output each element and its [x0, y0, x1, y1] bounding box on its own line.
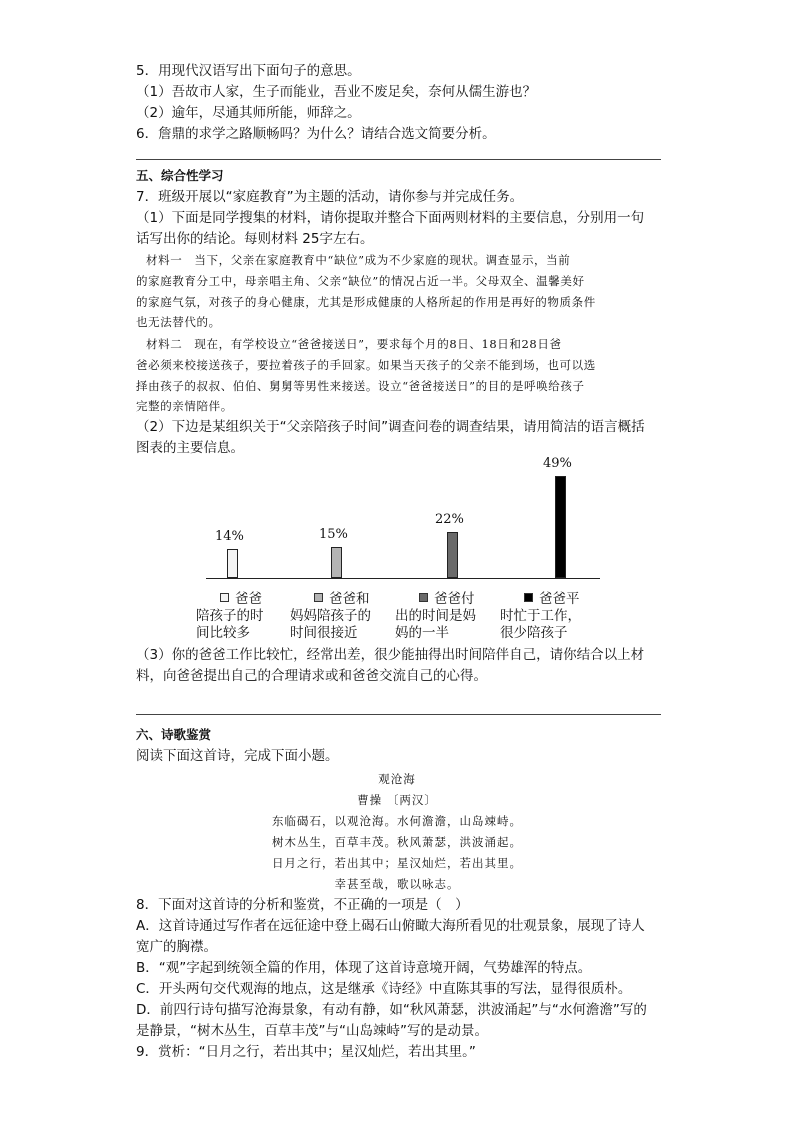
poem-line: 日月之行，若出其中；星汉灿烂，若出其里。 — [272, 856, 522, 870]
material1-line: 也无法替代的。 — [136, 315, 221, 329]
material1-line: 的家庭气氛，对孩子的身心健康，尤其是形成健康的人格所起的作用是再好的物质条件 — [136, 295, 596, 309]
chart-category-label: 爸爸平 时忙于工作， 很少陪孩子 — [500, 591, 581, 641]
q6-question: 6．詹鼎的求学之路顺畅吗？为什么？请结合选文简要分析。 — [136, 126, 496, 142]
material2-line: 完整的亲情陪伴。 — [136, 399, 233, 413]
chart-baseline — [206, 578, 600, 579]
task3-line-1: （3）你的爸爸工作比较忙，经常出差，很少能抽得出时间陪伴自己，请你结合以上材 — [136, 647, 645, 663]
q5-title: 5．用现代汉语写出下面句子的意思。 — [136, 63, 361, 79]
material2-line: 择由孩子的叔叔、伯伯、舅舅等男性来接送。设立“爸爸接送日”的目的是呼唤给孩子 — [136, 379, 585, 393]
option-c: C．开头两句交代观海的地点，这是继承《诗经》中直陈其事的写法，显得很质朴。 — [136, 981, 632, 997]
poem-line: 幸甚至哉，歌以咏志。 — [334, 877, 460, 891]
task3-line-2: 料，向爸爸提出自己的合理请求或和爸爸交流自己的心得。 — [136, 668, 487, 684]
chart-bar — [227, 549, 238, 578]
option-b: B．“观”字起到统领全篇的作用，体现了这首诗意境开阔，气势雄浑的特点。 — [136, 960, 592, 976]
section-divider — [136, 714, 661, 715]
q5-sentence-1: （1）吾故市人家，生子而能业，吾业不废足矣，奈何从儒生游也？ — [136, 84, 537, 100]
poem-author: 曹操 〔两汉〕 — [357, 793, 437, 807]
material2-line: 爸必须来校接送孩子，要拉着孩子的手回家。如果当天孩子的父亲不能到场，也可以选 — [136, 358, 596, 372]
legend-swatch — [524, 593, 533, 602]
chart-category-label: 爸爸 陪孩子的时 间比较多 — [196, 591, 264, 641]
material1-line: 材料一 当下，父亲在家庭教育中“缺位”成为不少家庭的现状。调查显示，当前 — [146, 253, 571, 267]
chart-category-label: 爸爸和 妈妈陪孩子的 时间很接近 — [290, 591, 371, 641]
poem-line: 东临碣石，以观沧海。水何澹澹，山岛竦峙。 — [272, 814, 522, 828]
task2-line-2: 图表的主要信息。 — [136, 440, 244, 456]
section6-heading: 六、诗歌鉴赏 — [136, 727, 212, 742]
chart-bar — [447, 532, 458, 578]
section-divider — [136, 159, 661, 160]
chart-data-label: 14% — [215, 529, 244, 544]
task1-line-1: （1）下面是同学搜集的材料，请你提取并整合下面两则材料的主要信息，分别用一句 — [136, 210, 645, 226]
option-a-line-1: A．这首诗通过写作者在远征途中登上碣石山俯瞰大海所看见的壮观景象，展现了诗人 — [136, 918, 645, 934]
chart-bar — [555, 476, 566, 578]
legend-swatch — [220, 593, 229, 602]
chart-data-label: 49% — [543, 456, 572, 471]
task1-line-2: 话写出你的结论。每则材料 25字左右。 — [136, 231, 374, 247]
section5-heading: 五、综合性学习 — [136, 168, 224, 183]
section6-intro: 阅读下面这首诗，完成下面小题。 — [136, 748, 339, 764]
chart-category-label: 爸爸付 出的时间是妈 妈的一半 — [395, 591, 476, 641]
poem-title: 观沧海 — [378, 772, 416, 786]
q9-question: 9．赏析：“日月之行，若出其中；星汉灿烂，若出其里。” — [136, 1044, 476, 1060]
material2-line: 材料二 现在，有学校设立“爸爸接送日”，要求每个月的8日、18日和28日爸 — [146, 337, 562, 351]
chart-data-label: 22% — [435, 512, 464, 527]
option-a-line-2: 宽广的胸襟。 — [136, 939, 217, 955]
legend-swatch — [419, 593, 428, 602]
legend-swatch — [314, 593, 323, 602]
poem-line: 树木丛生，百草丰茂。秋风萧瑟，洪波涌起。 — [272, 835, 522, 849]
material1-line: 的家庭教育分工中，母亲唱主角、父亲“缺位”的情况占近一半。父母双全、温馨美好 — [136, 274, 585, 288]
q5-sentence-2: （2）逾年，尽通其师所能，师辞之。 — [136, 105, 361, 121]
task2-line-1: （2）下边是某组织关于“父亲陪孩子时间”调查问卷的调查结果，请用简洁的语言概括 — [136, 419, 645, 435]
option-d-line-2: 是静景，“树木丛生，百草丰茂”与“山岛竦峙”写的是动景。 — [136, 1023, 488, 1039]
q8-question: 8．下面对这首诗的分析和鉴赏，不正确的一项是（ ） — [136, 897, 469, 913]
chart-bar — [331, 547, 342, 578]
chart-data-label: 15% — [319, 527, 348, 542]
q7-question: 7．班级开展以“家庭教育”为主题的活动，请你参与并完成任务。 — [136, 189, 524, 205]
option-d-line-1: D．前四行诗句描写沧海景象，有动有静，如“秋风萧瑟，洪波涌起”与“水何澹澹”写的 — [136, 1002, 647, 1018]
